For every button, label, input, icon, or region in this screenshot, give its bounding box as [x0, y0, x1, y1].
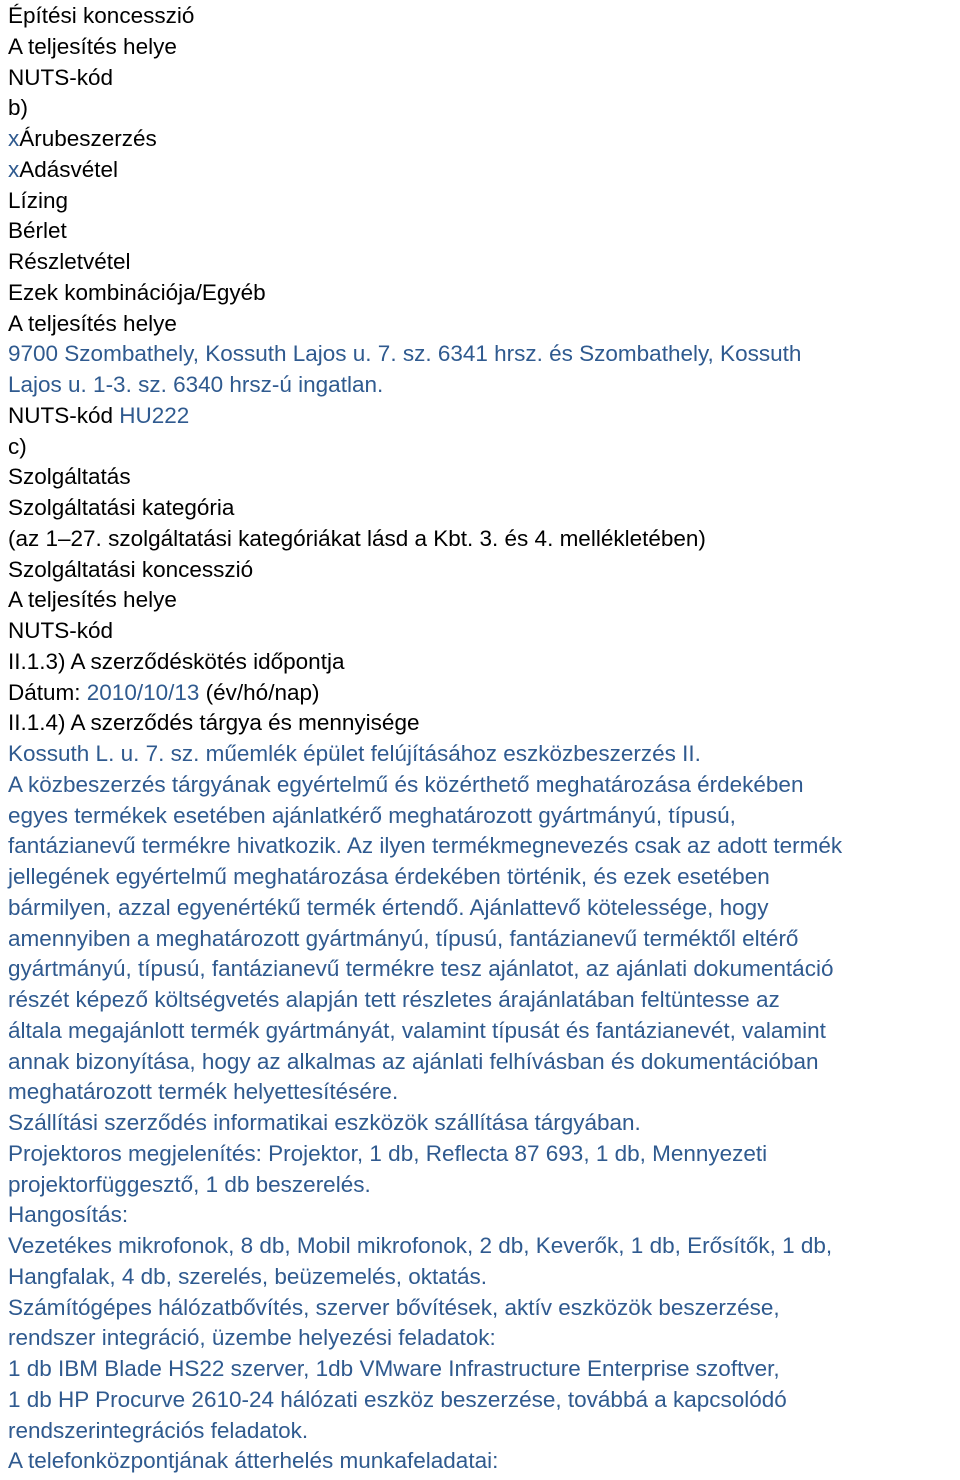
field-value: A közbeszerzés tárgyának egyértelmű és közérthető meghatározása érdekében: [8, 771, 804, 797]
document-line: [8, 954, 956, 985]
document-line: [8, 93, 956, 124]
field-label: Adásvétel: [19, 156, 119, 182]
field-label: (az 1–27. szolgáltatási kategóriákat lásd a Kbt. 3. és 4. mellékletében): [8, 525, 706, 551]
field-value: Kossuth L. u. 7. sz. műemlék épület felújításához eszközbeszerzés II.: [8, 741, 701, 766]
field-label: Árubeszerzés: [19, 126, 157, 151]
field-value: általa megajánlott termék gyártmányát, valamint típusát és fantázianevét, valamint: [8, 1017, 826, 1043]
field-value: Hangosítás:: [8, 1202, 129, 1228]
field-value: A telefonközpontjának átterhelés munkafeladatai:: [8, 1448, 499, 1474]
document-line: [8, 1231, 956, 1262]
field-value: bármilyen, azzal egyenértékű termék értendő. Ajánlattevő kötelessége, hogy: [8, 894, 769, 920]
document-line: [8, 616, 956, 647]
field-value: rendszerintegrációs feladatok.: [8, 1417, 309, 1443]
field-label: II.1.4) A szerződés tárgya és mennyisége: [8, 710, 420, 736]
document-line: [8, 1170, 956, 1201]
document-line: [8, 493, 956, 524]
field-value: 1 db HP Procurve 2610-24 hálózati eszköz beszerzése, továbbá a kapcsolódó: [8, 1386, 787, 1412]
document-line: [8, 1354, 956, 1385]
document-line: [8, 278, 956, 309]
field-value: meghatározott termék helyettesítésére.: [8, 1079, 399, 1105]
document-line: [8, 801, 956, 832]
field-label: Szolgáltatás: [8, 464, 131, 490]
document-line: [8, 555, 956, 586]
field-value: részét képező költségvetés alapján tett részletes árajánlatában feltüntesse az: [8, 987, 780, 1012]
field-label: c): [8, 433, 27, 459]
field-value: fantázianevű termékre hivatkozik. Az ilyen termékmegnevezés csak az adott termék: [8, 833, 843, 859]
document-line: [8, 678, 956, 709]
field-label: II.1.3) A szerződéskötés időpontja: [8, 648, 345, 674]
document-line: [8, 1323, 956, 1354]
field-value: projektorfüggesztő, 1 db beszerelés.: [8, 1171, 371, 1197]
field-value: amennyiben a meghatározott gyártmányú, típusú, fantázianevű terméktől eltérő: [8, 925, 799, 951]
field-value: 1 db IBM Blade HS22 szerver, 1db VMware Infrastructure Enterprise szoftver,: [8, 1356, 780, 1381]
field-label: b): [8, 95, 29, 121]
document-line: [8, 1016, 956, 1047]
document-line: [8, 432, 956, 463]
field-label: NUTS-kód: [8, 618, 114, 643]
field-label: Építési koncesszió: [8, 3, 195, 28]
field-value: HU222: [119, 402, 190, 428]
field-label: A teljesítés helye: [8, 310, 177, 336]
field-label: A teljesítés helye: [8, 587, 177, 613]
field-label: Bérlet: [8, 218, 67, 244]
document-line: [8, 924, 956, 955]
document-line: [8, 216, 956, 247]
document-line: [8, 585, 956, 616]
document-line: [8, 862, 956, 893]
field-value: gyártmányú, típusú, fantázianevű termékre tesz ajánlatot, az ajánlati dokumentáció: [8, 956, 834, 982]
document-line: [8, 309, 956, 340]
document-line: [8, 1293, 956, 1324]
document-line: [8, 708, 956, 739]
checkbox-mark: x: [8, 126, 20, 151]
document-line: [8, 985, 956, 1016]
field-value: egyes termékek esetében ajánlatkérő meghatározott gyártmányú, típusú,: [8, 802, 736, 828]
field-label: Szolgáltatási koncesszió: [8, 556, 254, 582]
document-line: [8, 1446, 956, 1477]
field-value: Szállítási szerződés informatikai eszközök szállítása tárgyában.: [8, 1110, 641, 1135]
field-value: rendszer integráció, üzembe helyezési feladatok:: [8, 1325, 496, 1351]
field-label: Dátum:: [8, 679, 87, 705]
field-value: annak bizonyítása, hogy az alkalmas az ajánlati felhívásban és dokumentációban: [8, 1048, 819, 1074]
document-line: [8, 770, 956, 801]
field-value: Projektoros megjelenítés: Projektor, 1 db, Reflecta 87 693, 1 db, Mennyezeti: [8, 1140, 768, 1166]
document-line: [8, 462, 956, 493]
field-label: Lízing: [8, 187, 69, 213]
document-line: [8, 247, 956, 278]
field-label: NUTS-kód: [8, 64, 114, 90]
document-page: [8, 0, 956, 1477]
document-line: [8, 63, 956, 94]
document-line: [8, 370, 956, 401]
document-line: [8, 1416, 956, 1447]
document-line: [8, 1108, 956, 1139]
field-value: 9700 Szombathely, Kossuth Lajos u. 7. sz. 6341 hrsz. és Szombathely, Kossuth: [8, 341, 802, 367]
document-line: [8, 32, 956, 63]
document-line: [8, 186, 956, 217]
document-line: [8, 524, 956, 555]
field-value: Vezetékes mikrofonok, 8 db, Mobil mikrofonok, 2 db, Keverők, 1 db, Erősítők, 1 db,: [8, 1233, 833, 1258]
document-line: [8, 401, 956, 432]
document-line: [8, 1139, 956, 1170]
document-line: [8, 647, 956, 678]
field-value: Számítógépes hálózatbővítés, szerver bővítések, aktív eszközök beszerzése,: [8, 1294, 780, 1320]
document-line: [8, 1077, 956, 1108]
field-value: 2010/10/13: [86, 679, 200, 705]
field-value: Hangfalak, 4 db, szerelés, beüzemelés, oktatás.: [8, 1263, 488, 1289]
document-line: [8, 1385, 956, 1416]
document-line: [8, 893, 956, 924]
field-label: A teljesítés helye: [8, 33, 177, 59]
field-label: NUTS-kód: [8, 402, 120, 428]
document-line: [8, 1047, 956, 1078]
document-line: [8, 155, 956, 186]
field-label: Részletvétel: [8, 249, 131, 274]
document-line: [8, 124, 956, 155]
document-line: [8, 831, 956, 862]
field-label: Ezek kombinációja/Egyéb: [8, 279, 266, 305]
field-suffix: (év/hó/nap): [199, 679, 320, 705]
checkbox-mark: x: [8, 156, 20, 182]
field-value: jellegének egyértelmű meghatározása érdekében történik, és ezek esetében: [8, 864, 770, 889]
field-value: Lajos u. 1-3. sz. 6340 hrsz-ú ingatlan.: [8, 372, 384, 397]
document-line: [8, 1262, 956, 1293]
document-line: [8, 1, 956, 32]
field-label: Szolgáltatási kategória: [8, 495, 235, 520]
document-line: [8, 339, 956, 370]
document-line: [8, 1200, 956, 1231]
document-line: [8, 739, 956, 770]
